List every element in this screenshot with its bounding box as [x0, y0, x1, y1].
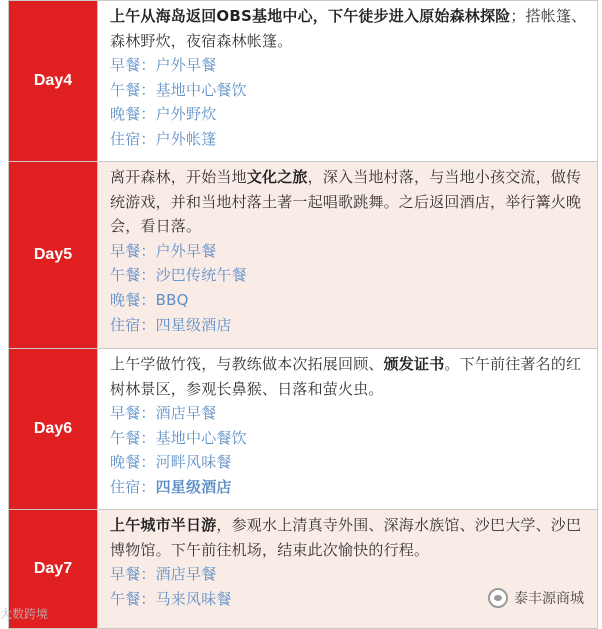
meal-label: 晚餐：	[110, 453, 156, 472]
meal-label: 早餐：	[110, 56, 156, 75]
meal-label: 晚餐：	[110, 290, 156, 309]
meal-line	[110, 475, 591, 500]
meal-label: 早餐：	[110, 404, 156, 423]
meal-label: 午餐：	[110, 80, 156, 99]
day-content	[98, 162, 597, 348]
meal-value: 酒店早餐	[155, 404, 217, 423]
meal-line	[110, 562, 591, 587]
meal-line	[110, 239, 591, 264]
itinerary-row-day7	[9, 510, 597, 629]
watermark-right	[488, 588, 584, 608]
desc-segment: 颁发证书	[383, 355, 445, 373]
meal-value: 四星级酒店	[155, 477, 232, 496]
meal-label: 住宿：	[110, 129, 156, 148]
desc-segment: ；搭帐篷、森林野炊，夜宿森林帐篷。	[110, 7, 587, 50]
day-content	[98, 349, 597, 509]
meal-label: 晚餐：	[110, 105, 156, 124]
meal-value: 户外帐篷	[155, 129, 217, 148]
meal-line	[110, 102, 591, 127]
meal-value: 基地中心餐饮	[155, 428, 247, 447]
meal-label: 住宿：	[110, 315, 156, 334]
desc-segment: 。下午前往著名的红树林景区，参观长鼻猴、日落和萤火虫。	[110, 355, 582, 398]
meal-value: 马来风味餐	[155, 589, 232, 608]
meal-line	[110, 53, 591, 78]
meal-value: 四星级酒店	[155, 315, 232, 334]
desc-segment: ，深入当地村落，与当地小孩交流，做传统游戏，并和当地村落土著一起唱歌跳舞。之后返回酒店，举行篝火晚会，看日落。	[110, 168, 582, 236]
meal-label: 午餐：	[110, 589, 156, 608]
itinerary-row-day4	[9, 0, 597, 162]
meal-value: 沙巴传统午餐	[155, 266, 247, 285]
meal-line	[110, 426, 591, 451]
meal-value: 户外早餐	[155, 241, 217, 260]
meal-label: 住宿：	[110, 477, 156, 496]
day-label: Day4	[9, 1, 98, 161]
meal-label: 午餐：	[110, 266, 156, 285]
watermark-right-text: 泰丰源商城	[514, 591, 584, 607]
day-label: Day5	[9, 162, 98, 348]
meal-value: 河畔风味餐	[155, 453, 232, 472]
meal-label: 早餐：	[110, 565, 156, 584]
day-description	[110, 4, 591, 53]
meal-value: 酒店早餐	[155, 565, 217, 584]
desc-segment: 上午学做竹筏，与教练做本次拓展回顾、	[110, 355, 384, 373]
day-label: Day7	[9, 510, 98, 628]
meal-value: 户外早餐	[155, 56, 217, 75]
meal-label: 午餐：	[110, 428, 156, 447]
day-content	[98, 510, 597, 628]
meal-line	[110, 450, 591, 475]
meal-value: 基地中心餐饮	[155, 80, 247, 99]
meal-line	[110, 263, 591, 288]
meal-line	[110, 127, 591, 152]
day-content	[98, 1, 597, 161]
meal-line	[110, 288, 591, 313]
day-description	[110, 352, 591, 401]
day-description	[110, 513, 591, 562]
meal-label: 早餐：	[110, 241, 156, 260]
itinerary-table	[8, 0, 598, 629]
desc-segment: ，参观水上清真寺外围、深海水族馆、沙巴大学、沙巴博物馆。下午前往机场，结束此次愉快的行程。	[110, 516, 582, 559]
itinerary-row-day5	[9, 162, 597, 349]
desc-segment: 上午城市半日游	[110, 516, 217, 534]
day-label: Day6	[9, 349, 98, 509]
day-description	[110, 165, 591, 239]
meal-value: 户外野炊	[155, 105, 217, 124]
meal-value: BBQ	[155, 290, 189, 309]
meal-line	[110, 78, 591, 103]
meal-line	[110, 401, 591, 426]
itinerary-row-day6	[9, 349, 597, 510]
meal-line	[110, 313, 591, 338]
watermark-left: 大数跨境	[0, 607, 49, 621]
desc-segment: 上午从海岛返回OBS基地中心，下午徒步进入原始森林探险	[110, 7, 511, 25]
desc-segment: 文化之旅	[246, 168, 308, 186]
desc-segment: 离开森林，开始当地	[110, 168, 247, 186]
wechat-icon	[488, 588, 508, 608]
